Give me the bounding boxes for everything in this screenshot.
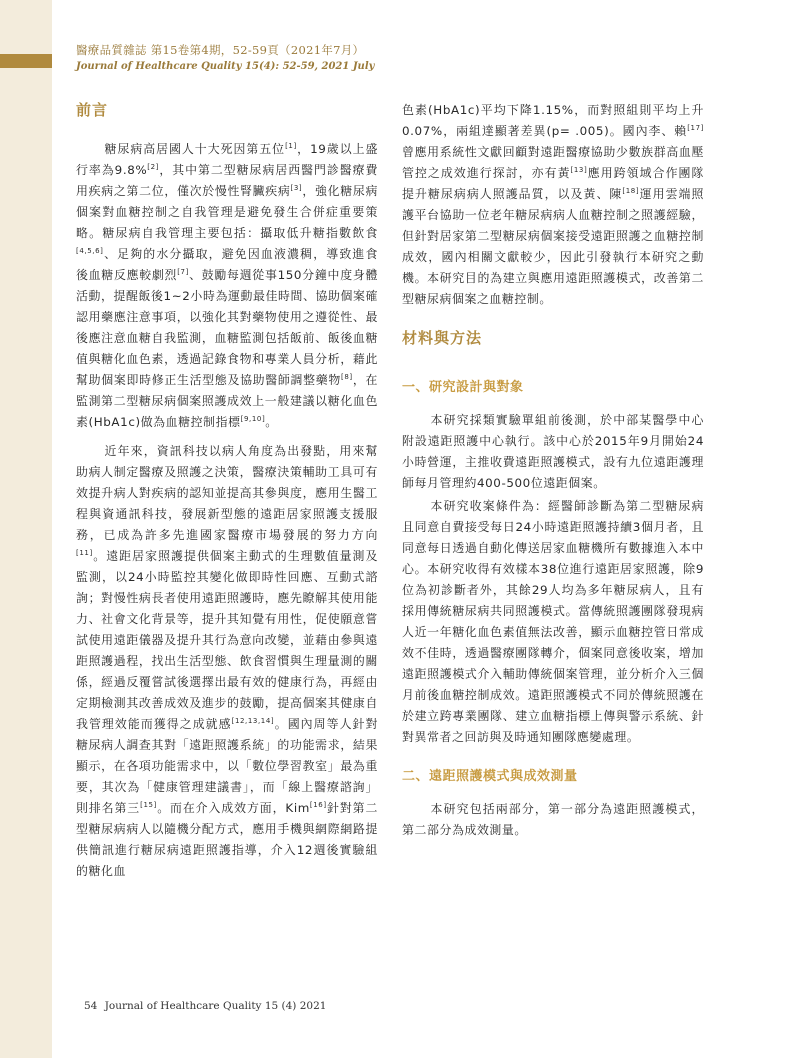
intro-paragraph-2	[76, 441, 378, 882]
text-run: 運用雲端照護平台協助一位老年糖尿病病人血糖控制之照護經驗，但針對居家第二型糖尿病個案接受遠距照護之血糖控制成效，國內相關文獻較少，因此引發執行本研究之動機。本研究目的為建立與應用遠距照護模式，改善第二型糖尿病個案之血糖控制。	[402, 187, 704, 306]
text-run: ，其中第二型糖尿病居西醫門診醫療費用疾病之第二位，僅次於慢性腎臟疾病	[76, 163, 378, 198]
text-run: 針對第二型糖尿病病人以隨機分配方式，應用手機與網際網路提供簡訊進行糖尿病遠距照護指導，介入12週後實驗組的糖化血	[76, 801, 378, 878]
citation-ref: [16]	[309, 801, 327, 810]
text-run: 。遠距居家照護提供個案主動式的生理數值量測及監測，以24小時監控其變化做即時性回應、互動式諮詢；對慢性病長者使用遠距照護時，應先瞭解其使用能力、社會文化背景等，提升其知覺有用性，促使願意嘗試使用遠距儀器及提升其行為意向改變，並藉由參與遠距照護過程，找出生活型態、飲食習慣與生理量測的關係，經過反覆嘗試後選擇出最有效的健康行為，再經由定期檢測其改善成效及進步的鼓勵，提高個案其健康自我管理效能而獲得之成就感	[76, 549, 378, 731]
citation-ref: [7]	[177, 268, 189, 277]
page-number: 54	[84, 1000, 98, 1012]
text-run: 。而在介入成效方面，Kim	[156, 801, 310, 815]
citation-ref: [1]	[285, 142, 297, 151]
subsection-title-design: 一、研究設計與對象	[402, 380, 524, 395]
citation-ref: [17]	[687, 124, 704, 133]
text-run: ，在監測第二型糖尿病個案照護成效上一般建議以糖化血色素(HbA1c)做為血糖控制指標	[76, 373, 378, 429]
right-column	[402, 100, 704, 841]
model-paragraph-1: 本研究包括兩部分，第一部分為遠距照護模式，第二部分為成效測量。	[402, 802, 704, 837]
citation-ref: [15]	[140, 801, 157, 810]
text-run: 糖尿病高居國人十大死因第五位	[104, 142, 286, 156]
left-column	[76, 100, 378, 882]
page-footer	[84, 1000, 326, 1012]
design-paragraph-2: 本研究收案條件為：經醫師診斷為第二型糖尿病且同意自費接受每日24小時遠距照護持續3個月者，且同意每日透過自動化傳送居家血糖機所有數據進入本中心。本研究收得有效樣本38位進行遠距居家照護，除9位為初診斷者外，其餘29人均為多年糖尿病人，且有採用傳統糖尿病共同照護模式。當傳統照護團隊發現病人近一年糖化血色素值無法改善，顯示血糖控管日常成效不佳時，透過醫療團隊轉介，個案同意後收案，增加遠距照護模式介入輔助傳統個案管理，並分析介入三個月前後血糖控制成效。遠距照護模式不同於傳統照護在於建立跨專業團隊、建立血糖指標上傳與警示系統、針對異常者之回訪與及時通知團隊應變處理。	[402, 499, 704, 744]
text-run: 。	[265, 415, 278, 429]
section-title-methods: 材料與方法	[402, 329, 483, 347]
header-accent-bar	[0, 54, 52, 68]
side-margin-band	[0, 0, 52, 1058]
text-run: ，強化糖尿病個案對血糖控制之自我管理是避免發生合併症重要策略。糖尿病自我管理主要包括：攝取低升糖指數飲食	[76, 184, 378, 240]
section-title-introduction: 前言	[76, 101, 109, 119]
intro-paragraph-1	[76, 139, 378, 433]
citation-ref: [9,10]	[240, 415, 266, 424]
citation-ref: [3]	[290, 184, 303, 193]
text-run: ，19歲以上盛行率為9.8%	[76, 142, 378, 177]
citation-ref: [4,5,6]	[76, 247, 104, 256]
citation-ref: [18]	[622, 187, 640, 196]
text-run: 曾應用系統性文獻回顧對遠距醫療協助少數族群高血壓管控之成效進行探討，亦有黃	[402, 145, 704, 180]
journal-header-english: Journal of Healthcare Quality 15(4): 52-59, 2021 July	[76, 61, 375, 72]
citation-ref: [8]	[341, 373, 353, 382]
citation-ref: [12,13,14]	[231, 717, 275, 726]
journal-header	[76, 42, 374, 72]
citation-ref: [13]	[570, 166, 588, 175]
journal-header-chinese: 醫療品質雜誌 第15卷第4期，52-59頁（2021年7月）	[76, 43, 365, 57]
text-run: 、足夠的水分攝取，避免因血液濃稠，導致進食後血糖反應較劇烈	[76, 247, 378, 282]
footer-citation: Journal of Healthcare Quality 15 (4) 2021	[104, 1000, 327, 1012]
subsection-title-model: 二、遠距照護模式與成效測量	[402, 769, 578, 784]
text-run: 、鼓勵每週從事150分鐘中度身體活動，提醒飯後1~2小時為運動最佳時間、協助個案確認用藥應注意事項，以強化其對藥物使用之遵從性、最後應注意血糖自我監測，血糖監測包括飯前、飯後血糖值與糖化血色素，透過記錄食物和專業人員分析，藉此幫助個案即時修正生活型態及協助醫師調整藥物	[76, 268, 378, 387]
citation-ref: [11]	[76, 549, 93, 558]
text-run: 色素(HbA1c)平均下降1.15%，而對照組則平均上升0.07%，兩組達顯著差異(p= .005)。國內李、賴	[402, 103, 704, 138]
text-run: 應用跨領域合作團隊提升糖尿病病人照護品質，以及黃、陳	[402, 166, 704, 201]
design-paragraph-1: 本研究採類實驗單組前後測，於中部某醫學中心附設遠距照護中心執行。該中心於2015年9月開始24小時營運，主推收費遠距照護模式，設有九位遠距護理師每月管理約400-500位遠距個案。	[402, 413, 704, 490]
text-run: 。國內周等人針對糖尿病人調查其對「遠距照護系統」的功能需求，結果顯示，在各項功能需求中，以「數位學習教室」最為重要，其次為「健康管理建議書」，而「線上醫療諮詢」則排名第三	[76, 717, 378, 815]
text-run: 近年來，資訊科技以病人角度為出發點，用來幫助病人制定醫療及照護之決策，醫療決策輔助工具可有效提升病人對疾病的認知並提高其參與度，應用生醫工程與資通訊科技，發展新型態的遠距居家照護支援服務，已成為許多先進國家醫療市場發展的努力方向	[76, 444, 378, 542]
citation-ref: [2]	[147, 163, 159, 172]
intro-paragraph-continued	[402, 100, 704, 310]
